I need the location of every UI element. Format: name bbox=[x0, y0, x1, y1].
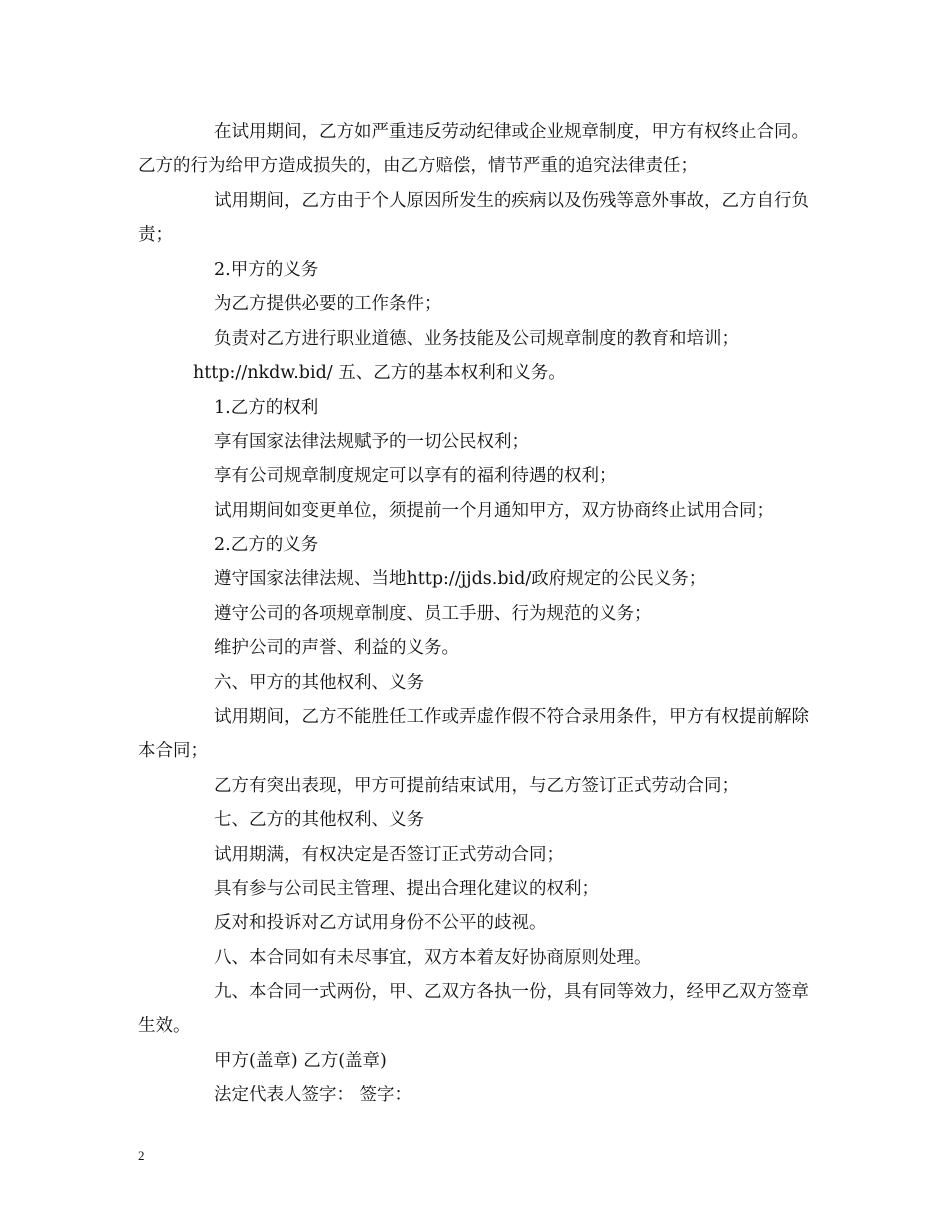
heading-section-nine: 九、本合同一式两份，甲、乙双方各执一份，具有同等效力，经甲乙双方签章生效。 bbox=[138, 982, 809, 1037]
paragraph-oppose-discrimination: 反对和投诉对乙方试用身份不公平的歧视。 bbox=[214, 913, 547, 933]
signature-seals: 甲方(盖章) 乙方(盖章) bbox=[214, 1051, 387, 1071]
paragraph-decide-contract: 试用期满，有权决定是否签订正式劳动合同； bbox=[214, 845, 564, 865]
paragraph-early-termination: 试用期间，乙方不能胜任工作或弄虚作假不符合录用条件，甲方有权提前解除本合同； bbox=[138, 707, 809, 762]
heading-section-eight: 八、本合同如有未尽事宜，双方本着友好协商原则处理。 bbox=[214, 948, 652, 968]
paragraph-protect-reputation: 维护公司的声誉、利益的义务。 bbox=[214, 638, 459, 658]
paragraph-early-end-probation: 乙方有突出表现，甲方可提前结束试用，与乙方签订正式劳动合同； bbox=[214, 776, 739, 796]
heading-section-seven: 七、乙方的其他权利、义务 bbox=[214, 810, 424, 830]
paragraph-work-conditions: 为乙方提供必要的工作条件； bbox=[214, 294, 442, 314]
paragraph-welfare-rights: 享有公司规章制度规定可以享有的福利待遇的权利； bbox=[214, 466, 617, 486]
page-number: 2 bbox=[138, 1148, 145, 1163]
paragraph-illness-accident: 试用期间，乙方由于个人原因所发生的疾病以及伤残等意外事故，乙方自行负责； bbox=[138, 191, 809, 246]
paragraph-training: 负责对乙方进行职业道德、业务技能及公司规章制度的教育和培训； bbox=[214, 329, 739, 349]
paragraph-probation-termination: 在试用期间，乙方如严重违反劳动纪律或企业规章制度，甲方有权终止合同。乙方的行为给甲方造成损失的，由乙方赔偿，情节严重的追究法律责任； bbox=[138, 122, 809, 177]
heading-section-six: 六、甲方的其他权利、义务 bbox=[214, 673, 424, 693]
paragraph-citizen-rights: 享有国家法律法规赋予的一切公民权利； bbox=[214, 432, 529, 452]
paragraph-obey-laws: 遵守国家法律法规、当地http://jjds.bid/政府规定的公民义务； bbox=[214, 569, 707, 589]
signature-representatives: 法定代表人签字： 签字： bbox=[214, 1085, 413, 1105]
paragraph-participate-management: 具有参与公司民主管理、提出合理化建议的权利； bbox=[214, 879, 599, 899]
paragraph-obey-rules: 遵守公司的各项规章制度、员工手册、行为规范的义务； bbox=[214, 604, 652, 624]
paragraph-change-employer: 试用期间如变更单位，须提前一个月通知甲方，双方协商终止试用合同； bbox=[214, 501, 774, 521]
heading-party-a-obligations: 2.甲方的义务 bbox=[214, 260, 319, 280]
heading-section-five: http://nkdw.bid/ 五、乙方的基本权利和义务。 bbox=[193, 363, 566, 383]
heading-party-b-rights: 1.乙方的权利 bbox=[214, 398, 319, 418]
heading-party-b-obligations: 2.乙方的义务 bbox=[214, 535, 319, 555]
